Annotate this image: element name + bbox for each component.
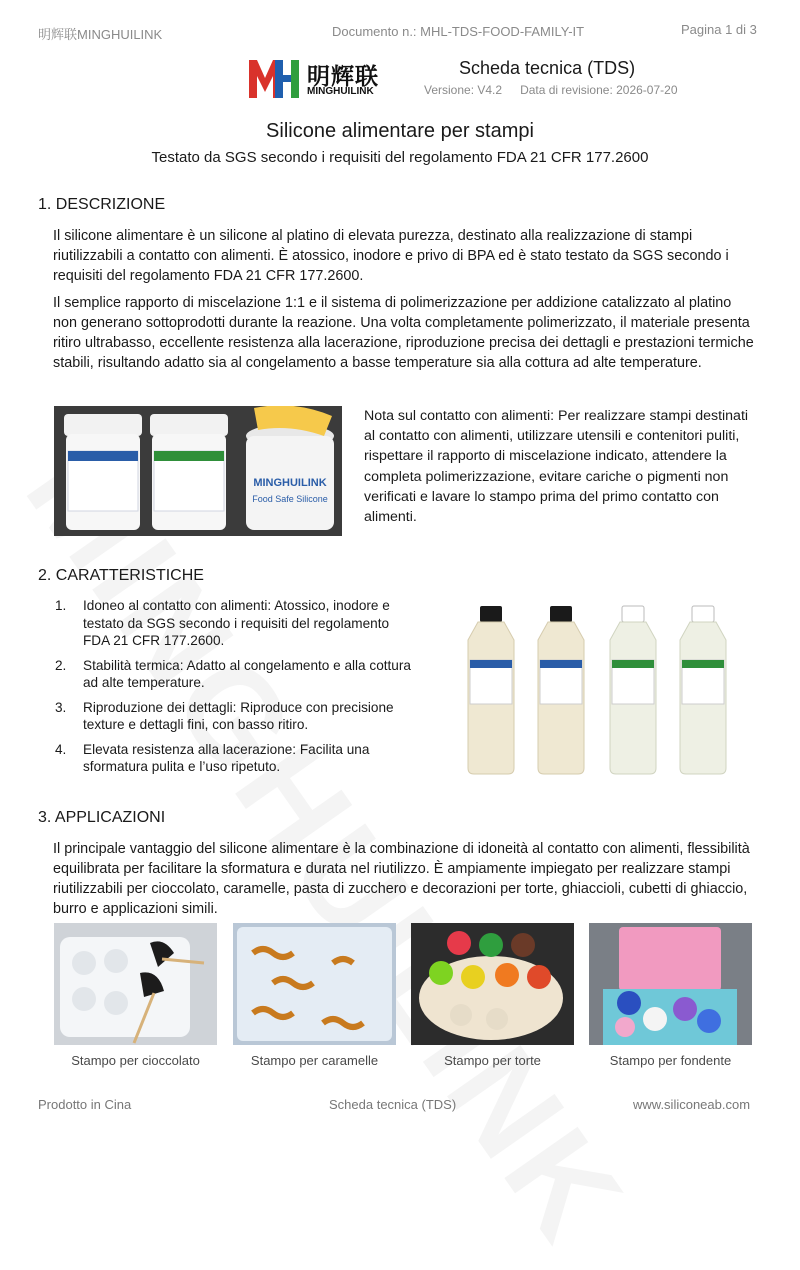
description-paragraph-1: Il silicone alimentare è un silicone al platino di elevata purezza, destinato alla realizzazione di stampi riutilizzabili a contatto con alimenti. È atossico, inodore e privo di BPA ed è stato testato da SGS secondo i requisiti del regolamento FDA 21 CFR 177.2600.: [53, 228, 729, 284]
feature-item: [55, 741, 415, 776]
revision-date: Data di revisione: 2026-07-20: [520, 83, 678, 97]
section-heading-features: 2. CARATTERISTICHE: [38, 567, 204, 584]
note-label: Nota sul contatto con alimenti:: [364, 408, 555, 424]
caption-cake: Stampo per torte: [444, 1053, 541, 1068]
feature-number: 4.: [55, 741, 67, 757]
candy-mold-photo: [233, 923, 396, 1045]
feature-text: Riproduce con precisione texture e dettagli fini, con basso ritiro.: [83, 699, 394, 732]
feature-item: [55, 699, 415, 734]
section-heading-applications: 3. APPLICAZIONI: [38, 809, 166, 826]
caption-fondant: Stampo per fondente: [609, 1053, 732, 1068]
cake-mold-photo: [411, 923, 574, 1045]
caption-candy: Stampo per caramelle: [250, 1053, 379, 1068]
document-type: Scheda tecnica (TDS): [459, 58, 636, 78]
section-heading-description: 1. DESCRIZIONE: [38, 196, 166, 213]
product-bottles-photo: [448, 600, 758, 778]
feature-text: Adatto al congelamento e alla cottura ad alte temperature.: [83, 657, 411, 690]
applications-paragraph: Il principale vantaggio del silicone alimentare è la combinazione di idoneità al contatto con alimenti, flessibilità equilibrata per facilitare la sformatura e durata nel riutilizzo. È ampiamente impiegato per realizzare stampi riutilizzabili per cioccolato, caramelle, pasta di zucchero e decorazioni per torte, ghiaccioli, cubetti di ghiaccio, burro e applicazioni simili.: [53, 841, 750, 917]
feature-text: Atossico, inodore e testato da SGS secondo i requisiti del regolamento FDA 21 CFR 177.2600.: [83, 598, 390, 648]
version: Versione: V4.2: [424, 83, 503, 97]
feature-item: [55, 597, 415, 650]
feature-number: 1.: [55, 598, 67, 613]
logo-english-name: MINGHUILINK: [307, 86, 374, 97]
chocolate-mold-photo: [54, 923, 217, 1045]
logo-mh-icon: [247, 56, 303, 100]
page-subtitle: Testato da SGS secondo i requisiti del regolamento FDA 21 CFR 177.2600: [151, 149, 649, 166]
feature-text: Facilita una sformatura pulita e l’uso ripetuto.: [83, 741, 370, 774]
page-indicator: Pagina 1 di 3: [681, 22, 757, 37]
jars-illustration: [54, 406, 342, 536]
logo-chinese-name: 明辉联: [307, 63, 379, 89]
page-title: Silicone alimentare per stampi: [266, 120, 534, 142]
feature-label: Elevata resistenza alla lacerazione:: [83, 741, 297, 757]
feature-number: 3.: [55, 699, 67, 715]
header-brand-text: 明辉联MINGHUILINK: [38, 27, 163, 42]
bottles-illustration: [448, 600, 758, 778]
feature-number: 2.: [55, 657, 67, 673]
description-paragraph-2: Il semplice rapporto di miscelazione 1:1 e il sistema di polimerizzazione per addizione catalizzato al platino non generano sottoprodotti durante la reazione. Una volta completamente polimerizzato, il materiale presenta ritiro ultrabasso, eccellente resistenza alla lacerazione, riproduzione precisa dei dettagli e prestazioni termiche stabili, risultando adatto sia al congelamento a basse temperature sia alla cottura ad alte temperature.: [53, 295, 754, 371]
document-number: Documento n.: MHL-TDS-FOOD-FAMILY-IT: [332, 24, 585, 39]
company-logo: [247, 56, 387, 100]
food-contact-note: [364, 406, 760, 527]
version-line: [424, 83, 678, 97]
product-jars-photo: [54, 406, 342, 536]
fondant-mold-photo: [589, 923, 752, 1045]
footer-origin: Prodotto in Cina: [38, 1097, 132, 1112]
caption-chocolate: Stampo per cioccolato: [71, 1053, 200, 1068]
jar-brand-label: MINGHUILINK: [253, 477, 327, 489]
features-list: [55, 597, 415, 783]
feature-label: Idoneo al contatto con alimenti:: [83, 598, 272, 613]
note-text: Per realizzare stampi destinati al contatto con alimenti, utilizzare utensili e contenitori puliti, rispettare il rapporto di miscelazione indicato, attendere la completa polimerizzazione, evitare cariche o pigmenti non verificati e lavare lo stampo prima del primo contatto con alimenti.: [364, 408, 749, 526]
feature-item: [55, 657, 415, 692]
feature-label: Riproduzione dei dettagli:: [83, 699, 237, 715]
jar-sub-label: Food Safe Silicone: [252, 494, 328, 504]
footer-doc-type: Scheda tecnica (TDS): [329, 1097, 457, 1112]
footer-website-link[interactable]: www.siliconeab.com: [633, 1097, 751, 1112]
feature-label: Stabilità termica:: [83, 657, 184, 673]
